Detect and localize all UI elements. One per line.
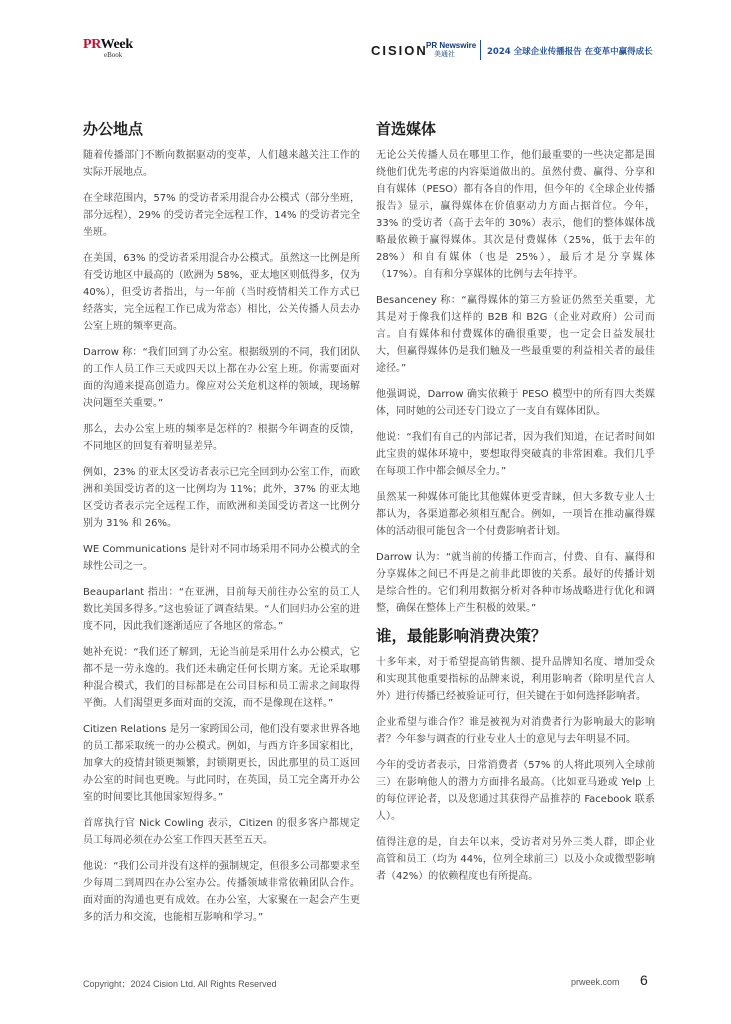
footer-copyright: Copyright；2024 Cision Ltd. All Rights Reserved	[83, 979, 277, 989]
paragraph: 她补充说：“我们还了解到，无论当前是采用什么办公模式，它都不是一劳永逸的。我们还未确定任何长期方案。无论采取哪种混合模式，我们的目标都是在公司目标和员工需求之间取得平衡。人们渴望更多面对面的交流，而不是像现在这样。”	[83, 647, 360, 709]
paragraph: 今年的受访者表示，日常消费者（57% 的人将此项列入全球前三）在影响他人的潜力方面排名最高。（比如亚马逊或 Yelp 上的每位评论者，以及您通过其获得产品推荐的 Facebook 联系人）。	[376, 760, 655, 822]
right-column	[376, 119, 655, 894]
logo-prn-en: PR Newswire	[426, 41, 477, 50]
paragraph: 他强调说，Darrow 确实依赖于 PESO 模型中的所有四大类媒体，同时她的公司还专门设立了一支自有媒体团队。	[376, 389, 655, 417]
pr-newswire-logo	[426, 41, 476, 59]
paragraph: Beauparlant 指出：“在亚洲，目前每天前往办公室的员工人数比美国多得多。”这也验证了调查结果。“人们回归办公室的进度不同，因此我们逐渐适应了各地区的常态。”	[83, 587, 360, 632]
logo-ebook: eBook	[104, 51, 123, 59]
paragraph: 无论公关传播人员在哪里工作，他们最重要的一些决定都是围绕他们优先考虑的内容渠道做出的。虽然付费、赢得、分享和自有媒体（PESO）都有各自的作用，但今年的《全球企业传播报告》显示，赢得媒体在价值驱动力方面占据首位。今年，33% 的受访者（高于去年的 30%）表示，他们的整体媒体战略最依赖于赢得媒体。其次是付费媒体（25%，低于去年的 28%）和自有媒体（也是 25%），最后才是分享媒体（17%）。自有和分享媒体的比例与去年持平。	[376, 150, 655, 280]
paragraph: 在美国，63% 的受访者采用混合办公模式。虽然这一比例是所有受访地区中最高的（欧洲为 58%，亚太地区则低得多，仅为 40%），但受访者指出，与一年前（当时疫情相关工作方式已经落实，完全远程工作已成为常态）相比，公关传播人员去办公室上班的频率更高。	[83, 253, 360, 332]
paragraph: 随着传播部门不断向数据驱动的变革，人们越来越关注工作的实际开展地点。	[83, 150, 360, 178]
paragraph: 企业希望与谁合作？谁是被视为对消费者行为影响最大的影响者？今年参与调查的行业专业人士的意见与去年明显不同。	[376, 717, 655, 745]
paragraph: 他说：“我们公司并没有这样的强制规定，但很多公司都要求至少每周二到周四在办公室办公。传播领域非常依赖团队合作。面对面的沟通也更有成效。在办公室，大家聚在一起会产生更多的活力和交流，也能相互影响和学习。”	[83, 861, 360, 923]
paragraph: 在全球范围内，57% 的受访者采用混合办公模式（部分坐班，部分远程），29% 的受访者完全远程工作，14% 的受访者完全坐班。	[83, 193, 360, 238]
paragraph: 值得注意的是，自去年以来，受访者对另外三类人群，即企业高管和员工（均为 44%，位列全球前三）以及小众或微型影响者（42%）的依赖程度也有所提高。	[376, 837, 655, 882]
report-title: 2024 全球企业传播报告 在变革中赢得成长	[487, 47, 653, 57]
cision-logo: CISION	[371, 43, 428, 58]
paragraph: Darrow 称：“我们回到了办公室。根据级别的不同，我们团队的工作人员工作三天或四天以上都在办公室上班。你需要面对面的沟通来提高创造力。像应对公关危机这样的领域，现场解决问题至关重要。”	[83, 347, 360, 409]
logo-prn-cn: 美通社	[434, 50, 455, 58]
paragraph: 首席执行官 Nick Cowling 表示，Citizen 的很多客户都规定员工每周必须在办公室工作四天甚至五天。	[83, 818, 360, 846]
logo-week: Week	[100, 37, 133, 52]
paragraph: 十多年来，对于希望提高销售额、提升品牌知名度、增加受众和实现其他重要指标的品牌来说，利用影响者（除明星代言人外）进行传播已经被验证可行，但关键在于如何选择影响者。	[376, 657, 655, 702]
paragraph: WE Communications 是针对不同市场采用不同办公模式的全球性公司之一。	[83, 544, 360, 572]
left-column	[83, 119, 360, 935]
paragraph: 那么，去办公室上班的频率是怎样的？根据今年调查的反馈，不同地区的回复有着明显差异。	[83, 424, 360, 452]
paragraph: 例如，23% 的亚太区受访者表示已完全回到办公室工作，而欧洲和美国受访者的这一比例均为 11%；此外，37% 的亚太地区受访者表示完全远程工作，而欧洲和美国受访者这一比例分别为 31% 和 26%。	[83, 467, 360, 529]
section-heading-media: 首选媒体	[376, 120, 437, 138]
page-number: 6	[640, 972, 648, 988]
page-header	[0, 0, 731, 64]
footer-url: prweek.com	[571, 977, 620, 987]
paragraph: 他说：“我们有自己的内部记者，因为我们知道，在记者时间如此宝贵的媒体环境中，要想取得突破真的非常困难。我们几乎在每项工作中都会倾尽全力。”	[376, 432, 655, 477]
section-heading-influence: 谁，最能影响消费决策？	[376, 627, 547, 645]
header-divider	[480, 40, 481, 60]
paragraph: Darrow 认为：“就当前的传播工作而言，付费、自有、赢得和分享媒体之间已不再是之前非此即彼的关系。最好的传播计划是综合性的。它们利用数据分析对各种市场战略进行优化和调整，确保在整体上产生积极的效果。”	[376, 552, 655, 614]
paragraph: Citizen Relations 是另一家跨国公司，他们没有要求世界各地的员工都采取统一的办公模式。例如，与西方许多国家相比，加拿大的疫情封锁更频繁，封锁期更长，因此那里的员工返回办公室的时间也更晚。与此同时，在英国，员工完全离开办公室的时间要比其他国家短得多。”	[83, 724, 360, 803]
paragraph: Besanceney 称：“赢得媒体的第三方验证仍然至关重要，尤其是对于像我们这样的 B2B 和 B2G（企业对政府）公司而言。自有媒体和付费媒体的确很重要，也一定会日益发展壮大，但赢得媒体仍是我们触及一些最重要的利益相关者的最佳途径。”	[376, 295, 655, 374]
section-heading-office: 办公地点	[83, 120, 144, 138]
prweek-ebook-logo	[83, 38, 143, 59]
paragraph: 虽然某一种媒体可能比其他媒体更受青睐，但大多数专业人士都认为，各渠道都必须相互配合。例如，一项旨在推动赢得媒体的活动很可能包含一个付费影响者计划。	[376, 492, 655, 537]
logo-pr: PR	[83, 37, 101, 52]
